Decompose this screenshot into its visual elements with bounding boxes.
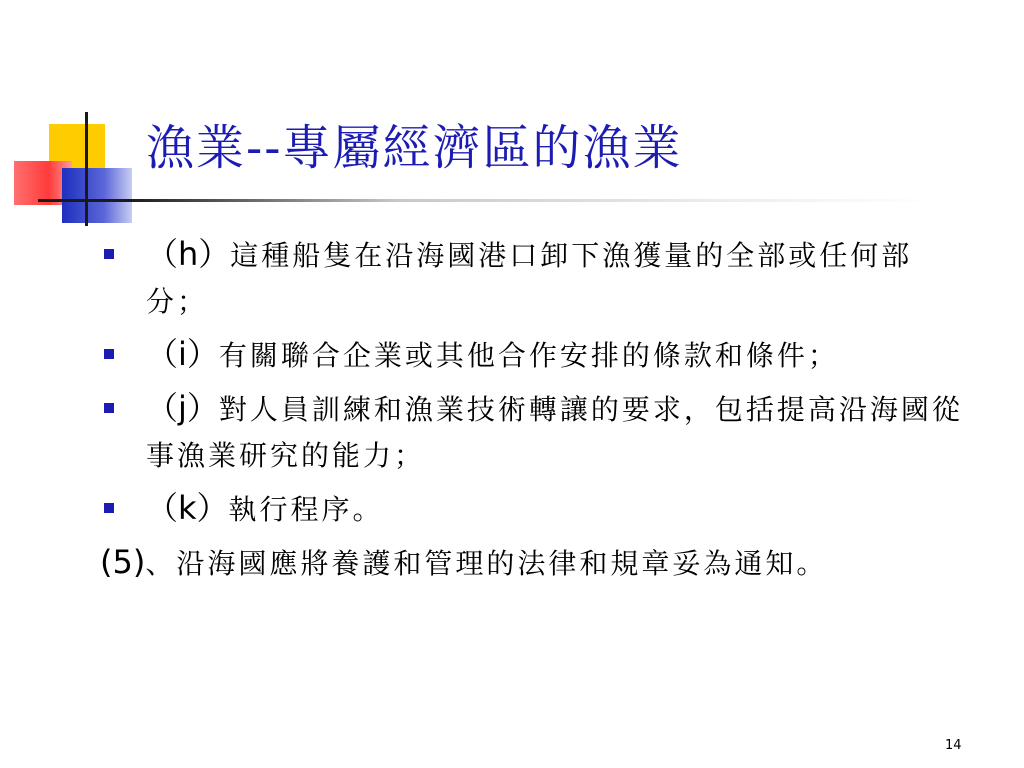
bullet-text: 有關聯合企業或其他合作安排的條款和條件； xyxy=(218,339,839,372)
page-number: 14 xyxy=(945,738,962,753)
vertical-line-decoration xyxy=(85,112,88,226)
title-underline xyxy=(38,199,938,202)
bullet-tag: （j） xyxy=(146,389,219,427)
bullet-text: 這種船隻在沿海國港口卸下漁獲量的全部或任何部分； xyxy=(146,239,913,318)
bullet-square-icon xyxy=(104,403,114,413)
paragraph-tag: (5) xyxy=(100,543,146,581)
bullet-square-icon xyxy=(104,249,114,259)
template-logo-decoration xyxy=(0,0,140,240)
blue-square-decoration xyxy=(62,168,132,223)
bullet-tag: （h） xyxy=(146,235,231,273)
bullet-text: 執行程序。 xyxy=(228,493,384,526)
bullet-item xyxy=(100,232,970,324)
paragraph-text: 、沿海國應將養護和管理的法律和規章妥為通知。 xyxy=(145,547,828,580)
bullet-text: 對人員訓練和漁業技術轉讓的要求，包括提高沿海國從事漁業研究的能力； xyxy=(146,393,963,472)
slide-title: 漁業--專屬經濟區的漁業 xyxy=(146,120,683,176)
bullet-square-icon xyxy=(104,503,114,513)
bullet-item xyxy=(100,386,970,478)
paragraph-item xyxy=(100,540,970,586)
slide-content xyxy=(100,232,970,586)
bullet-square-icon xyxy=(104,349,114,359)
bullet-item xyxy=(100,332,970,378)
bullet-item xyxy=(100,486,970,532)
bullet-tag: （k） xyxy=(146,489,229,527)
bullet-tag: （i） xyxy=(146,335,219,373)
